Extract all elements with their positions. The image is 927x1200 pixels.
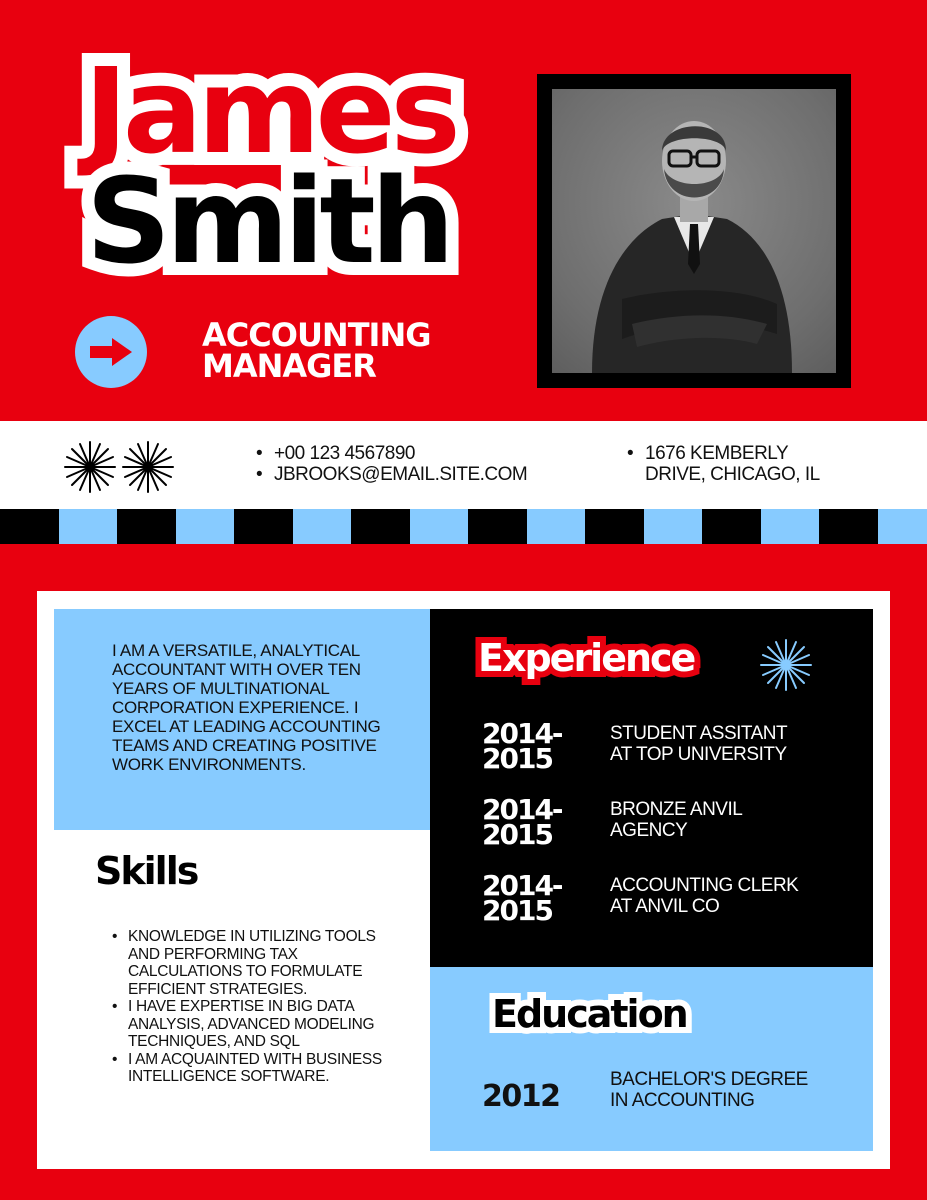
summary-panel <box>54 609 430 830</box>
job-title <box>202 316 462 385</box>
education-title: Education <box>492 992 687 1036</box>
experience-title: Experience <box>478 636 695 680</box>
address <box>627 443 847 485</box>
skills-heading <box>95 849 198 893</box>
experience-panel <box>430 609 873 967</box>
degree-line1: BACHELOR'S DEGREE <box>610 1069 808 1090</box>
skill-item: • I AM ACQUAINTED WITH BUSINESS INTELLIGENCE SOFTWARE. <box>112 1051 397 1086</box>
education-year: 2012 <box>482 1079 560 1114</box>
year-start: 2014- <box>482 717 562 750</box>
role-line1: STUDENT ASSITANT <box>610 723 788 744</box>
skills-list <box>112 928 397 1086</box>
email-address: • JBROOKS@EMAIL.SITE.COM <box>256 464 527 485</box>
experience-role <box>610 875 830 917</box>
role-line2: AGENCY <box>610 820 688 841</box>
address-text <box>627 443 847 485</box>
role-line2: AT TOP UNIVERSITY <box>610 744 787 765</box>
experience-years <box>482 869 572 927</box>
arrow-right-icon <box>75 316 147 388</box>
year-start: 2014- <box>482 869 562 902</box>
photo-frame <box>537 74 851 388</box>
starburst-icon <box>64 441 116 493</box>
portrait-photo <box>552 89 836 373</box>
year-end: 2015 <box>482 818 552 851</box>
experience-years <box>482 793 572 851</box>
summary-text: I AM A VERSATILE, ANALYTICAL ACCOUNTANT WITH OVER TEN YEARS OF MULTINATIONAL CORPORATION EXPERIENCE. I EXCEL AT LEADING ACCOUNTING TEAMS AND CREATING POSITIVE WORK ENVIRONMENTS. <box>112 641 381 774</box>
education-panel <box>430 967 873 1151</box>
job-title-line2: MANAGER <box>202 347 376 385</box>
starburst-icon <box>122 441 174 493</box>
role-line1: ACCOUNTING CLERK <box>610 875 799 896</box>
skills-title: Skills <box>95 849 198 893</box>
year-end: 2015 <box>482 894 552 927</box>
contact-band <box>0 421 927 509</box>
education-degree <box>610 1069 840 1111</box>
phone-number: • +00 123 4567890 <box>256 443 527 464</box>
degree-line2: IN ACCOUNTING <box>610 1090 755 1111</box>
checker-strip <box>0 509 927 544</box>
experience-role <box>610 723 830 765</box>
experience-role <box>610 799 830 841</box>
role-line2: AT ANVIL CO <box>610 896 720 917</box>
year-start: 2014- <box>482 793 562 826</box>
year-end: 2015 <box>482 742 552 775</box>
skill-item: • KNOWLEDGE IN UTILIZING TOOLS AND PERFORMING TAX CALCULATIONS TO FORMULATE EFFICIENT STRATEGIES. <box>112 928 397 998</box>
skill-item: • I HAVE EXPERTISE IN BIG DATA ANALYSIS, ADVANCED MODELING TECHNIQUES, AND SQL <box>112 998 397 1051</box>
address-line2: DRIVE, CHICAGO, IL <box>645 464 820 485</box>
first-name: James <box>84 42 456 180</box>
starburst-icon <box>760 639 812 691</box>
address-line1: 1676 KEMBERLY <box>645 443 789 464</box>
role-line1: BRONZE ANVIL <box>610 799 743 820</box>
last-name: Smith <box>86 152 450 290</box>
experience-years <box>482 717 572 775</box>
job-title-line1: ACCOUNTING <box>202 316 431 354</box>
contact-list <box>256 443 527 485</box>
